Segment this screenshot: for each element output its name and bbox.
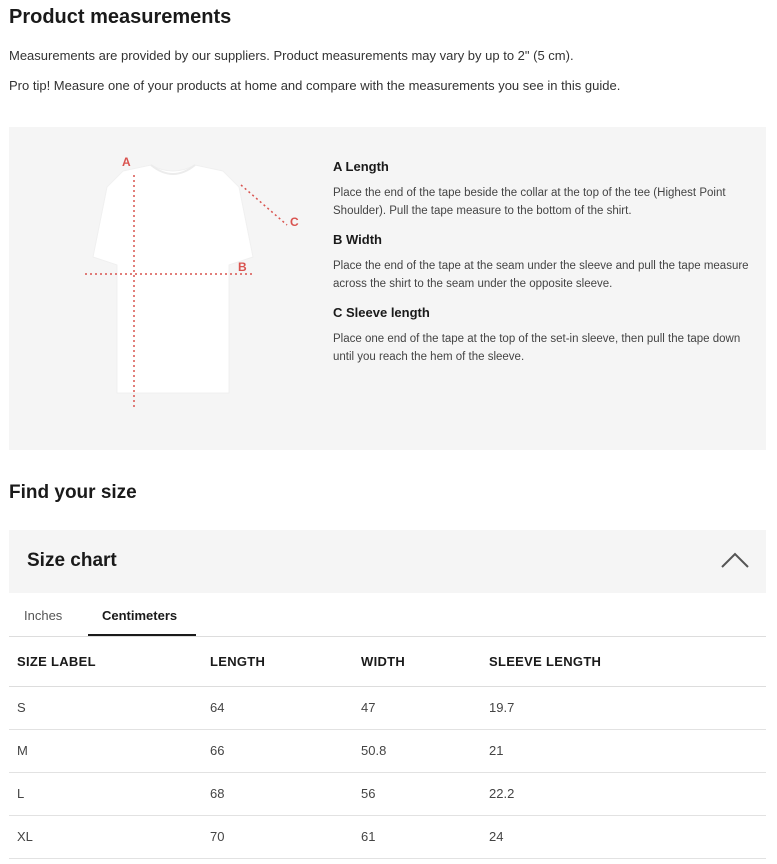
length-cell: 64 <box>210 686 361 729</box>
table-header-row <box>9 638 766 686</box>
width-description: Place the end of the tape at the seam under the sleeve and pull the tape measure across the shirt to the seam under the opposite sleeve. <box>333 260 749 290</box>
intro-text: Measurements are provided by our suppliers. Product measurements may vary by up to 2" (5 cm). <box>9 48 574 63</box>
width-cell: 61 <box>361 815 489 858</box>
measurement-guide <box>9 127 766 450</box>
page-title: Product measurements <box>9 6 232 28</box>
table-row <box>9 772 766 815</box>
size-label-cell: M <box>9 729 210 772</box>
tshirt-diagram <box>53 155 299 417</box>
sleeve-line <box>241 185 287 225</box>
column-header: SIZE LABEL <box>9 638 210 686</box>
tab-inches[interactable]: Inches <box>24 608 63 623</box>
find-size-title: Find your size <box>9 482 137 503</box>
sleeve-length-cell: 19.7 <box>489 686 766 729</box>
column-header: LENGTH <box>210 638 361 686</box>
table-row <box>9 815 766 858</box>
size-chart-title: Size chart <box>27 550 117 571</box>
width-cell: 56 <box>361 772 489 815</box>
size-chart-header[interactable] <box>9 530 766 593</box>
width-heading: B Width <box>333 232 382 247</box>
sleeve-length-cell: 22.2 <box>489 772 766 815</box>
tab-centimeters[interactable]: Centimeters <box>102 608 178 623</box>
length-description: Place the end of the tape beside the collar at the top of the tee (Highest Point Shoulder). Pull the tape measure to the bottom of the shirt. <box>333 187 726 217</box>
pro-tip-text: Pro tip! Measure one of your products at home and compare with the measurements you see in this guide. <box>9 78 621 93</box>
label-b: B <box>238 260 247 274</box>
length-cell: 66 <box>210 729 361 772</box>
unit-tabs <box>9 593 766 637</box>
length-heading: A Length <box>333 159 389 174</box>
size-table <box>9 638 766 859</box>
label-a: A <box>122 155 131 169</box>
table-row <box>9 729 766 772</box>
active-tab-indicator <box>88 634 196 636</box>
table-row <box>9 686 766 729</box>
measurement-instructions <box>333 159 751 378</box>
length-cell: 70 <box>210 815 361 858</box>
size-label-cell: XL <box>9 815 210 858</box>
width-cell: 47 <box>361 686 489 729</box>
sleeve-length-cell: 21 <box>489 729 766 772</box>
label-c: C <box>290 215 299 229</box>
length-cell: 68 <box>210 772 361 815</box>
chevron-up-icon[interactable] <box>720 550 750 570</box>
width-cell: 50.8 <box>361 729 489 772</box>
size-label-cell: S <box>9 686 210 729</box>
sleeve-heading: C Sleeve length <box>333 305 430 320</box>
sleeve-length-cell: 24 <box>489 815 766 858</box>
size-label-cell: L <box>9 772 210 815</box>
column-header: SLEEVE LENGTH <box>489 638 766 686</box>
column-header: WIDTH <box>361 638 489 686</box>
sleeve-description: Place one end of the tape at the top of the set-in sleeve, then pull the tape down until you reach the hem of the sleeve. <box>333 333 741 363</box>
